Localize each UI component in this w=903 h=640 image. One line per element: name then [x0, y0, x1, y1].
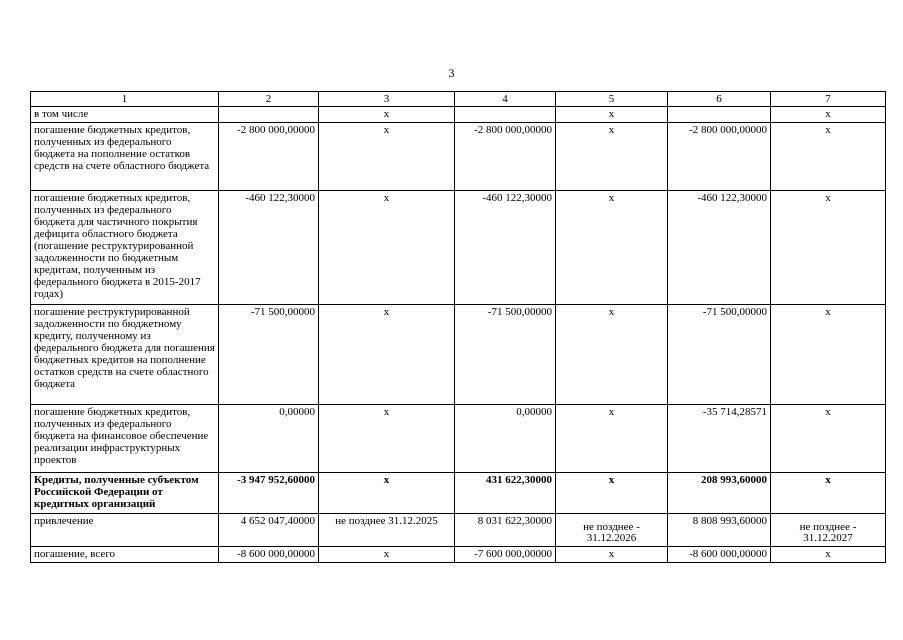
table-row: [31, 405, 886, 473]
value-cell: -35 714,28571: [668, 405, 771, 473]
row-label: привлечение: [31, 514, 219, 547]
value-cell: не позднее - 31.12.2026: [556, 514, 668, 547]
row-label: погашение реструктурированной задолженности по бюджетному кредиту, полученному из федерального бюджета для погашения бюджетных кредитов на пополнение остатков средств на счете областного бюджета: [31, 305, 219, 405]
row-label: погашение бюджетных кредитов, полученных из федерального бюджета на пополнение остатков средств на счете областного бюджета: [31, 123, 219, 191]
value-cell: x: [771, 191, 886, 305]
value-cell: x: [771, 305, 886, 405]
value-cell: -460 122,30000: [219, 191, 319, 305]
value-cell: -8 600 000,00000: [219, 547, 319, 563]
table-row: [31, 107, 886, 123]
value-cell: 0,00000: [219, 405, 319, 473]
value-cell: x: [319, 123, 455, 191]
value-cell: [455, 107, 556, 123]
value-cell: -2 800 000,00000: [668, 123, 771, 191]
value-cell: -71 500,00000: [219, 305, 319, 405]
value-cell: -2 800 000,00000: [455, 123, 556, 191]
table-row: [31, 473, 886, 514]
value-cell: x: [771, 123, 886, 191]
value-cell: x: [319, 305, 455, 405]
table-row: [31, 123, 886, 191]
value-cell: -8 600 000,00000: [668, 547, 771, 563]
value-cell: x: [319, 405, 455, 473]
row-label: погашение бюджетных кредитов, полученных из федерального бюджета на финансовое обеспечение реализации инфраструктурных проектов: [31, 405, 219, 473]
row-label: погашение, всего: [31, 547, 219, 563]
value-cell: x: [556, 405, 668, 473]
value-cell: -3 947 952,60000: [219, 473, 319, 514]
header-cell: 6: [668, 92, 771, 107]
budget-sources-table: [30, 91, 886, 563]
value-cell: x: [556, 107, 668, 123]
value-cell: 4 652 047,40000: [219, 514, 319, 547]
value-cell: -71 500,00000: [455, 305, 556, 405]
value-cell: не позднее 31.12.2025: [319, 514, 455, 547]
value-cell: x: [556, 191, 668, 305]
header-cell: 3: [319, 92, 455, 107]
value-cell: 431 622,30000: [455, 473, 556, 514]
value-cell: -460 122,30000: [668, 191, 771, 305]
value-cell: x: [556, 123, 668, 191]
value-cell: не позднее - 31.12.2027: [771, 514, 886, 547]
table-row: [31, 514, 886, 547]
value-cell: x: [771, 405, 886, 473]
value-cell: [219, 107, 319, 123]
value-cell: x: [771, 473, 886, 514]
value-cell: x: [319, 473, 455, 514]
value-cell: x: [771, 107, 886, 123]
value-cell: [668, 107, 771, 123]
page-number: 3: [448, 66, 455, 80]
value-cell: x: [771, 547, 886, 563]
value-cell: -71 500,00000: [668, 305, 771, 405]
value-cell: 0,00000: [455, 405, 556, 473]
value-cell: -7 600 000,00000: [455, 547, 556, 563]
row-label: Кредиты, полученные субъектом Российской Федерации от кредитных организаций: [31, 473, 219, 514]
value-cell: x: [556, 547, 668, 563]
table-row: [31, 191, 886, 305]
value-cell: 8 031 622,30000: [455, 514, 556, 547]
value-cell: x: [556, 305, 668, 405]
header-cell: 7: [771, 92, 886, 107]
header-cell: 1: [31, 92, 219, 107]
value-cell: x: [556, 473, 668, 514]
table-header-row: [31, 92, 886, 107]
value-cell: 208 993,60000: [668, 473, 771, 514]
table-row: [31, 547, 886, 563]
row-label: в том числе: [31, 107, 219, 123]
value-cell: x: [319, 547, 455, 563]
table-row: [31, 305, 886, 405]
value-cell: x: [319, 191, 455, 305]
value-cell: -460 122,30000: [455, 191, 556, 305]
value-cell: x: [319, 107, 455, 123]
header-cell: 4: [455, 92, 556, 107]
value-cell: -2 800 000,00000: [219, 123, 319, 191]
header-cell: 5: [556, 92, 668, 107]
header-cell: 2: [219, 92, 319, 107]
row-label: погашение бюджетных кредитов, полученных из федерального бюджета для частичного покрытия дефицита областного бюджета (погашение реструктурированной задолженности по бюджетным кредитам, полученным из федерального бюджета в 2015-2017 годах): [31, 191, 219, 305]
value-cell: 8 808 993,60000: [668, 514, 771, 547]
